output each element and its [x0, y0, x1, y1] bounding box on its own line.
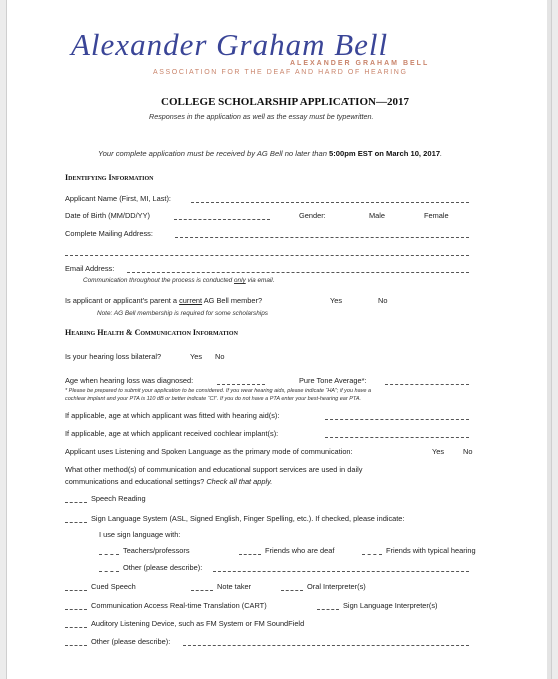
other-methods-question-2-prefix: communications and educational settings?	[65, 477, 207, 486]
other-bottom-checkbox[interactable]	[65, 637, 87, 646]
org-subtitle: ASSOCIATION FOR THE DEAF AND HARD OF HEARING	[153, 69, 408, 76]
sign-language-checkbox[interactable]	[65, 514, 87, 523]
page-subtitle: Responses in the application as well as the essay must be typewritten.	[149, 112, 374, 121]
member-question-prefix: Is applicant or applicant’s parent a	[65, 296, 180, 305]
member-question	[65, 296, 262, 306]
ci-age-label: If applicable, age at which applicant received cochlear implant(s):	[65, 429, 279, 438]
fm-system-checkbox[interactable]	[65, 619, 87, 628]
other-bottom-field[interactable]	[183, 637, 469, 646]
mailing-address-field-1[interactable]	[175, 229, 469, 238]
signature-logo: Alexander Graham Bell	[71, 27, 389, 62]
email-field[interactable]	[127, 264, 469, 273]
cued-speech-label: Cued Speech	[91, 582, 136, 591]
sign-other-field[interactable]	[213, 563, 469, 572]
document-page	[6, 0, 552, 679]
gender-female-option[interactable]: Female	[424, 211, 449, 220]
pta-note-line-2: cochlear implant and your PTA is 110 dB or better indicate “CI”. If you do not have a PTA enter your best-hearing ear PTA.	[65, 396, 362, 402]
ci-age-field[interactable]	[325, 429, 469, 438]
use-sign-with-label: I use sign language with:	[99, 530, 181, 539]
sign-other-label: Other (please describe):	[123, 563, 203, 572]
email-note	[83, 276, 275, 285]
age-diagnosed-field[interactable]	[217, 376, 265, 385]
pta-label: Pure Tone Average*:	[299, 376, 367, 385]
teachers-checkbox[interactable]	[99, 546, 119, 555]
cart-checkbox[interactable]	[65, 601, 87, 610]
gender-male-option[interactable]: Male	[369, 211, 386, 220]
member-yes-option[interactable]: Yes	[330, 296, 343, 305]
friends-typical-checkbox[interactable]	[362, 546, 382, 555]
friends-typical-label: Friends with typical hearing	[386, 546, 476, 555]
bilateral-question: Is your hearing loss bilateral?	[65, 352, 162, 361]
lsl-no-option[interactable]: No	[463, 447, 473, 456]
mailing-address-field-2[interactable]	[65, 247, 469, 256]
sign-interpreter-checkbox[interactable]	[317, 601, 339, 610]
speech-reading-label: Speech Reading	[91, 494, 146, 503]
member-no-option[interactable]: No	[378, 296, 388, 305]
other-bottom-label: Other (please describe):	[91, 637, 171, 646]
age-diagnosed-label: Age when hearing loss was diagnosed:	[65, 376, 194, 385]
ha-age-field[interactable]	[325, 411, 469, 420]
email-note-suffix: via email.	[245, 277, 275, 284]
oral-interpreter-checkbox[interactable]	[281, 582, 303, 591]
other-methods-question-1: What other method(s) of communication and educational support services are used in daily	[65, 465, 363, 474]
other-methods-check-all: Check all that apply.	[206, 477, 273, 486]
deadline-suffix: .	[440, 149, 443, 158]
oral-interpreter-label: Oral Interpreter(s)	[307, 582, 366, 591]
pta-field[interactable]	[385, 376, 469, 385]
lsl-question: Applicant uses Listening and Spoken Language as the primary mode of communication:	[65, 447, 353, 456]
note-taker-checkbox[interactable]	[191, 582, 213, 591]
scrollbar[interactable]	[547, 0, 551, 679]
sign-other-checkbox[interactable]	[99, 563, 119, 572]
dob-label: Date of Birth (MM/DD/YY)	[65, 211, 151, 220]
applicant-name-label: Applicant Name (First, MI, Last):	[65, 194, 171, 203]
member-question-current: current	[179, 296, 203, 305]
member-question-suffix: AG Bell member?	[202, 296, 263, 305]
bilateral-yes-option[interactable]: Yes	[190, 352, 203, 361]
gender-label: Gender:	[299, 211, 326, 220]
section-heading-hearing: Hearing Health & Communication Information	[65, 328, 238, 337]
fm-system-label: Auditory Listening Device, such as FM System or FM SoundField	[91, 619, 305, 628]
deadline-notice	[98, 149, 442, 158]
note-taker-label: Note taker	[217, 582, 252, 591]
deadline-time: 5:00pm EST on March 10, 2017	[329, 149, 441, 158]
sign-language-label: Sign Language System (ASL, Signed English, Finger Spelling, etc.). If checked, please indicate:	[91, 514, 405, 523]
section-heading-identifying: Identifying Information	[65, 173, 154, 182]
membership-note: Note: AG Bell membership is required for some scholarships	[97, 310, 268, 317]
mailing-address-label: Complete Mailing Address:	[65, 229, 153, 238]
ha-age-label: If applicable, age at which applicant was fitted with hearing aid(s):	[65, 411, 280, 420]
pta-note-line-1: * Please be prepared to submit your application to be considered. If you wear hearing aids, please indicate “HA”; if you have a	[65, 388, 372, 394]
cart-label: Communication Access Real-time Translation (CART)	[91, 601, 267, 610]
sign-interpreter-label: Sign Language Interpreter(s)	[343, 601, 438, 610]
other-methods-question-2	[65, 477, 272, 487]
friends-deaf-checkbox[interactable]	[239, 546, 261, 555]
applicant-name-field[interactable]	[191, 194, 469, 203]
speech-reading-checkbox[interactable]	[65, 494, 87, 503]
friends-deaf-label: Friends who are deaf	[265, 546, 335, 555]
dob-field[interactable]	[174, 211, 270, 220]
email-note-prefix: Communication throughout the process is conducted	[83, 277, 234, 284]
cued-speech-checkbox[interactable]	[65, 582, 87, 591]
lsl-yes-option[interactable]: Yes	[432, 447, 445, 456]
page-title: COLLEGE SCHOLARSHIP APPLICATION—2017	[161, 96, 409, 108]
org-name: ALEXANDER GRAHAM BELL	[290, 60, 430, 67]
teachers-label: Teachers/professors	[123, 546, 190, 555]
deadline-prefix: Your complete application must be received by AG Bell no later than	[98, 149, 330, 158]
bilateral-no-option[interactable]: No	[215, 352, 225, 361]
email-note-only: only	[233, 277, 246, 284]
email-label: Email Address:	[65, 264, 115, 273]
